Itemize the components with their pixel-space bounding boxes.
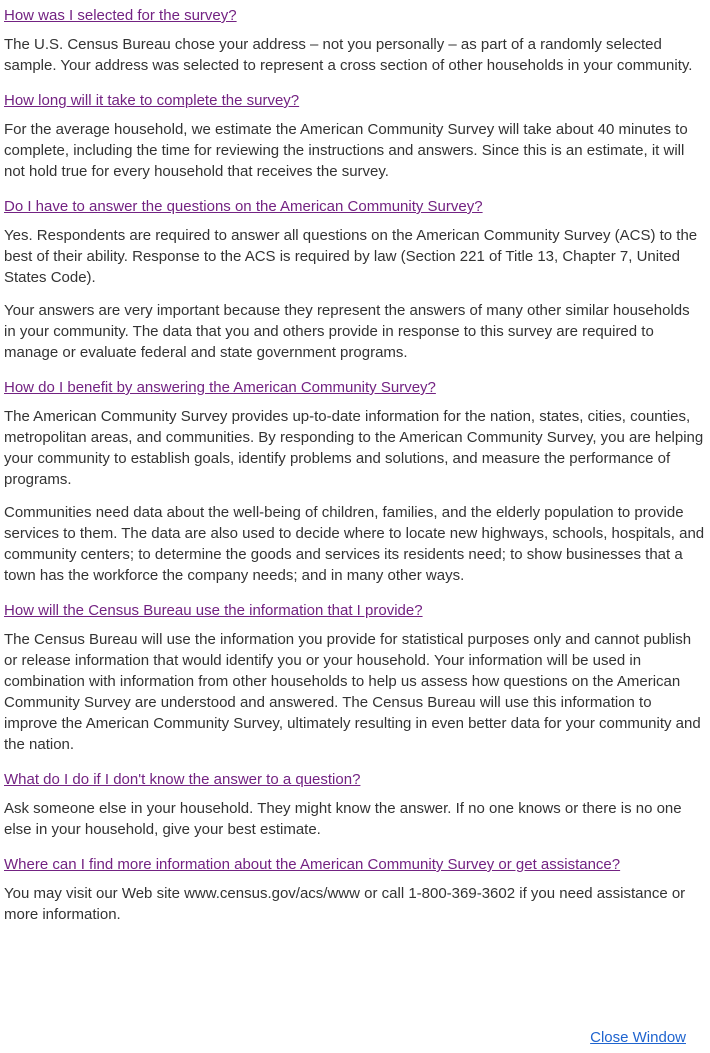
faq-question — [4, 88, 705, 111]
faq-question-link-selected[interactable]: How was I selected for the survey? — [4, 7, 237, 24]
faq-section — [4, 598, 705, 755]
faq-answer-paragraph: Yes. Respondents are required to answer all questions on the American Community Survey (ACS) to the best of their ability. Response to the ACS is required by law (Section 221 of Title 13, Chapter 7, United States Code). — [4, 227, 698, 286]
faq-question-link-required[interactable]: Do I have to answer the questions on the American Community Survey? — [4, 198, 483, 215]
faq-answer-paragraph: The Census Bureau will use the information you provide for statistical purposes only and cannot publish or release information that would identify you or your household. Your information will be used in combination with information from other households to help us assess how questions on the American Community Survey are understood and answered. The Census Bureau will use this information to improve the American Community Survey, ultimately resulting in even better data for your community and the nation. — [4, 631, 701, 753]
faq-section — [4, 852, 705, 925]
faq-answer-paragraph: The U.S. Census Bureau chose your address – not you personally – as part of a randomly selected sample. Your address was selected to represent a cross section of other households in your community. — [4, 36, 693, 74]
close-window-link[interactable]: Close Window — [590, 1029, 686, 1046]
faq-question-link-dont-know-answer[interactable]: What do I do if I don't know the answer to a question? — [4, 771, 361, 788]
faq-answer-paragraph: You may visit our Web site www.census.gov/acs/www or call 1-800-369-3602 if you need assistance or more information. — [4, 885, 686, 923]
faq-question — [4, 375, 705, 398]
faq-section — [4, 767, 705, 840]
faq-question-link-benefit[interactable]: How do I benefit by answering the American Community Survey? — [4, 379, 436, 396]
faq-section — [4, 88, 705, 182]
faq-question — [4, 767, 705, 790]
faq-section — [4, 194, 705, 363]
faq-section — [4, 3, 705, 76]
faq-question-link-more-information[interactable]: Where can I find more information about the American Community Survey or get assistance? — [4, 856, 621, 873]
faq-section — [4, 375, 705, 586]
faq-question — [4, 852, 705, 875]
faq-question-link-how-long[interactable]: How long will it take to complete the survey? — [4, 92, 300, 109]
faq-answer-paragraph: Your answers are very important because they represent the answers of many other similar households in your community. The data that you and others provide in response to this survey are required to manage or evaluate federal and state government programs. — [4, 302, 690, 361]
faq-answer-paragraph: Ask someone else in your household. They might know the answer. If no one knows or there is no one else in your household, give your best estimate. — [4, 800, 682, 838]
faq-answer-paragraph: Communities need data about the well-being of children, families, and the elderly population to provide services to them. The data are also used to decide where to locate new highways, schools, hospitals, and community centers; to determine the goods and services its residents need; to show businesses that a town has the workforce the company needs; and in many other ways. — [4, 504, 705, 584]
faq-question — [4, 598, 705, 621]
faq-question — [4, 3, 705, 26]
faq-question-link-use-information[interactable]: How will the Census Bureau use the information that I provide? — [4, 602, 423, 619]
faq-question — [4, 194, 705, 217]
faq-answer-paragraph: For the average household, we estimate the American Community Survey will take about 40 minutes to complete, including the time for reviewing the instructions and answers. Since this is an estimate, it will not hold true for every household that receives the survey. — [4, 121, 688, 180]
page-footer — [590, 1029, 686, 1047]
faq-answer-paragraph: The American Community Survey provides up-to-date information for the nation, states, cities, counties, metropolitan areas, and communities. By responding to the American Community Survey, you are helping your community to establish goals, identify problems and solutions, and measure the performance of programs. — [4, 408, 704, 488]
